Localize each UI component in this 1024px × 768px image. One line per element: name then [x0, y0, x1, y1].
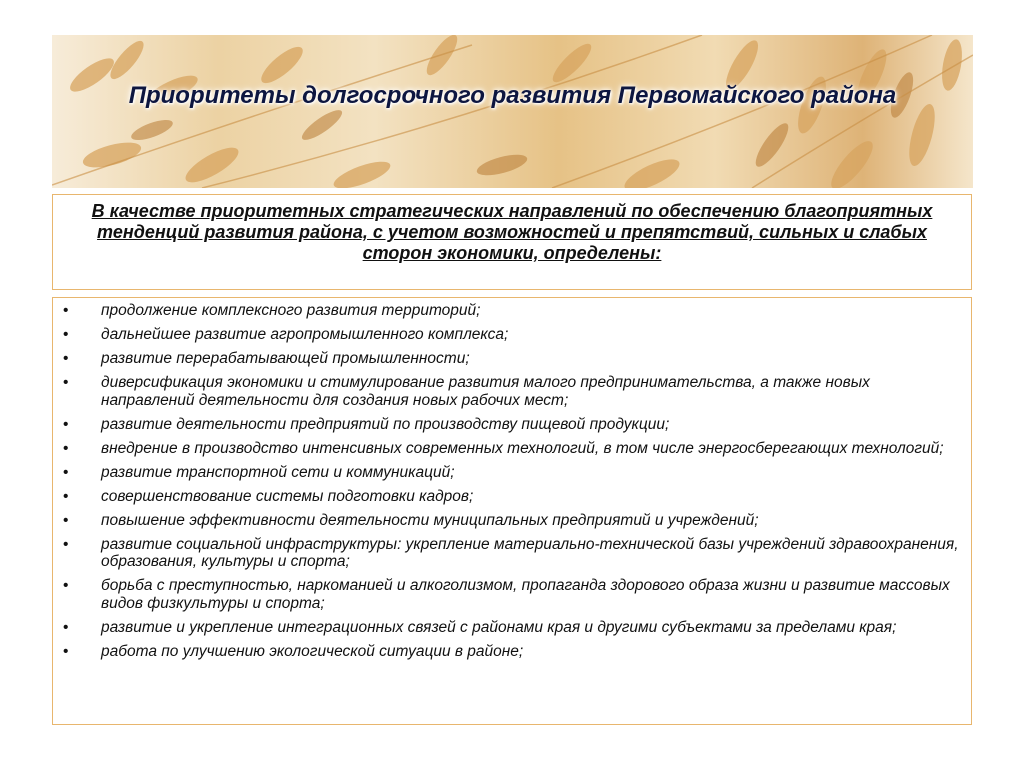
list-item	[53, 440, 961, 458]
bullet-icon: •	[63, 577, 69, 594]
list-item-text: борьба с преступностью, наркоманией и алкоголизмом, пропаганда здорового образа жизни и развитие массовых видов физкультуры и спорта;	[101, 577, 950, 612]
intro-text: В качестве приоритетных стратегических направлений по обеспечению благоприятных тенденций развития района, с учетом возможностей и препятствий, сильных и слабых сторон экономики, определены:	[91, 201, 933, 263]
list-item-text: повышение эффективности деятельности муниципальных предприятий и учреждений;	[101, 511, 759, 529]
bullet-icon: •	[63, 511, 69, 529]
list-item-text: развитие и укрепление интеграционных связей с районами края и другими субъектами за пределами края;	[101, 618, 897, 636]
list-item-text: совершенствование системы подготовки кадров;	[101, 487, 474, 505]
bullet-icon: •	[63, 415, 69, 433]
list-item	[53, 374, 961, 409]
intro-box	[52, 194, 972, 290]
priorities-list	[53, 298, 971, 660]
list-item	[53, 577, 961, 612]
list-item-text: развитие социальной инфраструктуры: укрепление материально-технической базы учреждений здравоохранения, образования, культуры и спорта;	[101, 535, 959, 570]
bullet-icon: •	[63, 374, 69, 391]
list-item	[53, 416, 961, 434]
list-item-text: работа по улучшению экологической ситуации в районе;	[101, 642, 524, 660]
bullet-icon: •	[63, 463, 69, 481]
list-item	[53, 302, 961, 320]
bullet-icon: •	[63, 642, 69, 660]
bullet-icon: •	[63, 618, 69, 636]
list-item-text: развитие перерабатывающей промышленности;	[101, 350, 470, 367]
bullet-icon: •	[63, 439, 69, 457]
bullet-icon: •	[63, 350, 69, 367]
list-item	[53, 464, 961, 482]
list-item	[53, 488, 961, 506]
priorities-list-box	[52, 297, 972, 725]
bullet-icon: •	[63, 302, 69, 319]
bullet-icon: •	[63, 326, 69, 343]
bullet-icon: •	[63, 535, 69, 553]
list-item	[53, 512, 961, 530]
list-item	[53, 619, 961, 637]
list-item-text: развитие деятельности предприятий по производству пищевой продукции;	[101, 415, 670, 433]
list-item	[53, 326, 961, 344]
bullet-icon: •	[63, 487, 69, 505]
list-item-text: развитие транспортной сети и коммуникаций;	[101, 463, 455, 481]
page-title: Приоритеты долгосрочного развития Первомайского района	[128, 82, 897, 109]
list-item-text: дальнейшее развитие агропромышленного комплекса;	[101, 326, 509, 343]
list-item	[53, 536, 961, 571]
list-item-text: продолжение комплексного развития территорий;	[101, 302, 481, 319]
list-item-text: внедрение в производство интенсивных современных технологий, в том числе энергосберегающих технологий;	[101, 439, 944, 457]
list-item	[53, 350, 961, 368]
list-item	[53, 643, 961, 661]
header-banner	[52, 35, 973, 188]
list-item-text: диверсификация экономики и стимулирование развития малого предпринимательства, а также новых направлений деятельности для создания новых рабочих мест;	[101, 374, 870, 409]
